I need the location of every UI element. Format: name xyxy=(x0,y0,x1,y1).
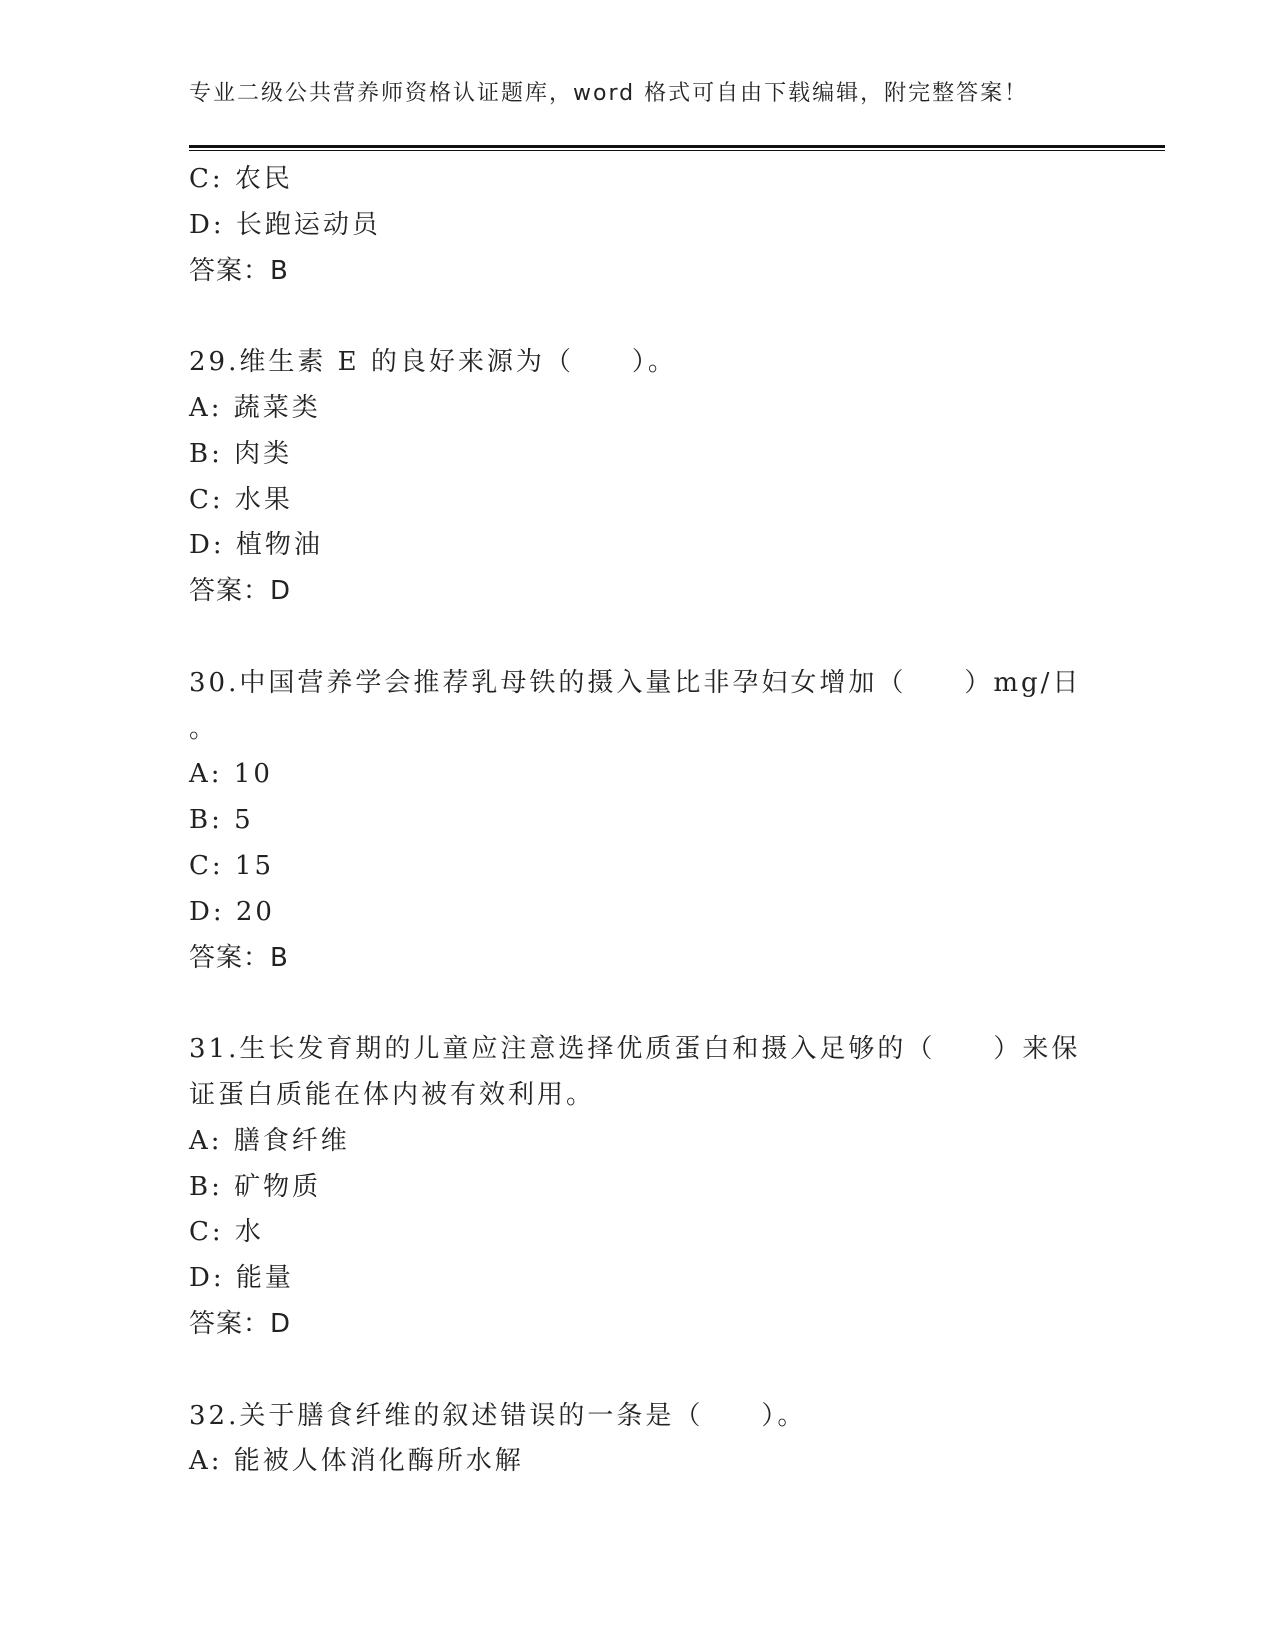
option-line: C: 水果 xyxy=(189,484,293,515)
header-rule-thick xyxy=(189,145,1165,148)
question-text: 30.中国营养学会推荐乳母铁的摄入量比非孕妇女增加（ ）mg/日 xyxy=(189,667,1082,698)
option-line: A: 10 xyxy=(189,759,273,790)
spacer xyxy=(189,981,1089,1027)
question-text: 证蛋白质能在体内被有效利用。 xyxy=(189,1079,596,1110)
answer-line: 答案：D xyxy=(189,576,292,607)
page-header: 专业二级公共营养师资格认证题库，word 格式可自由下载编辑，附完整答案！ xyxy=(189,81,1029,106)
answer-line: 答案：B xyxy=(189,255,289,286)
option-line: A: 能被人体消化酶所水解 xyxy=(189,1446,524,1477)
spacer xyxy=(189,615,1089,661)
option-line: B: 肉类 xyxy=(189,438,293,469)
option-line: B: 5 xyxy=(189,805,254,836)
spacer xyxy=(189,294,1089,340)
option-line: C: 15 xyxy=(189,850,275,881)
answer-line: 答案：D xyxy=(189,1308,292,1339)
document-body xyxy=(189,157,1089,1485)
question-text: 。 xyxy=(189,713,219,744)
option-line: A: 膳食纤维 xyxy=(189,1125,350,1156)
question-text: 29.维生素 E 的良好来源为（ ）。 xyxy=(189,347,677,378)
option-line: D: 能量 xyxy=(189,1263,294,1294)
option-line: C: 水 xyxy=(189,1217,264,1248)
answer-line: 答案：B xyxy=(189,942,289,973)
question-text: 31.生长发育期的儿童应注意选择优质蛋白和摄入足够的（ ）来保 xyxy=(189,1034,1081,1065)
option-line: B: 矿物质 xyxy=(189,1171,322,1202)
option-line: D: 长跑运动员 xyxy=(189,209,381,240)
spacer xyxy=(189,1348,1089,1394)
option-line: D: 植物油 xyxy=(189,530,323,561)
question-text: 32.关于膳食纤维的叙述错误的一条是（ ）。 xyxy=(189,1400,807,1431)
header-rule-thin xyxy=(189,150,1165,151)
option-line: A: 蔬菜类 xyxy=(189,392,321,423)
option-line: C: 农民 xyxy=(189,164,293,194)
option-line: D: 20 xyxy=(189,896,275,927)
